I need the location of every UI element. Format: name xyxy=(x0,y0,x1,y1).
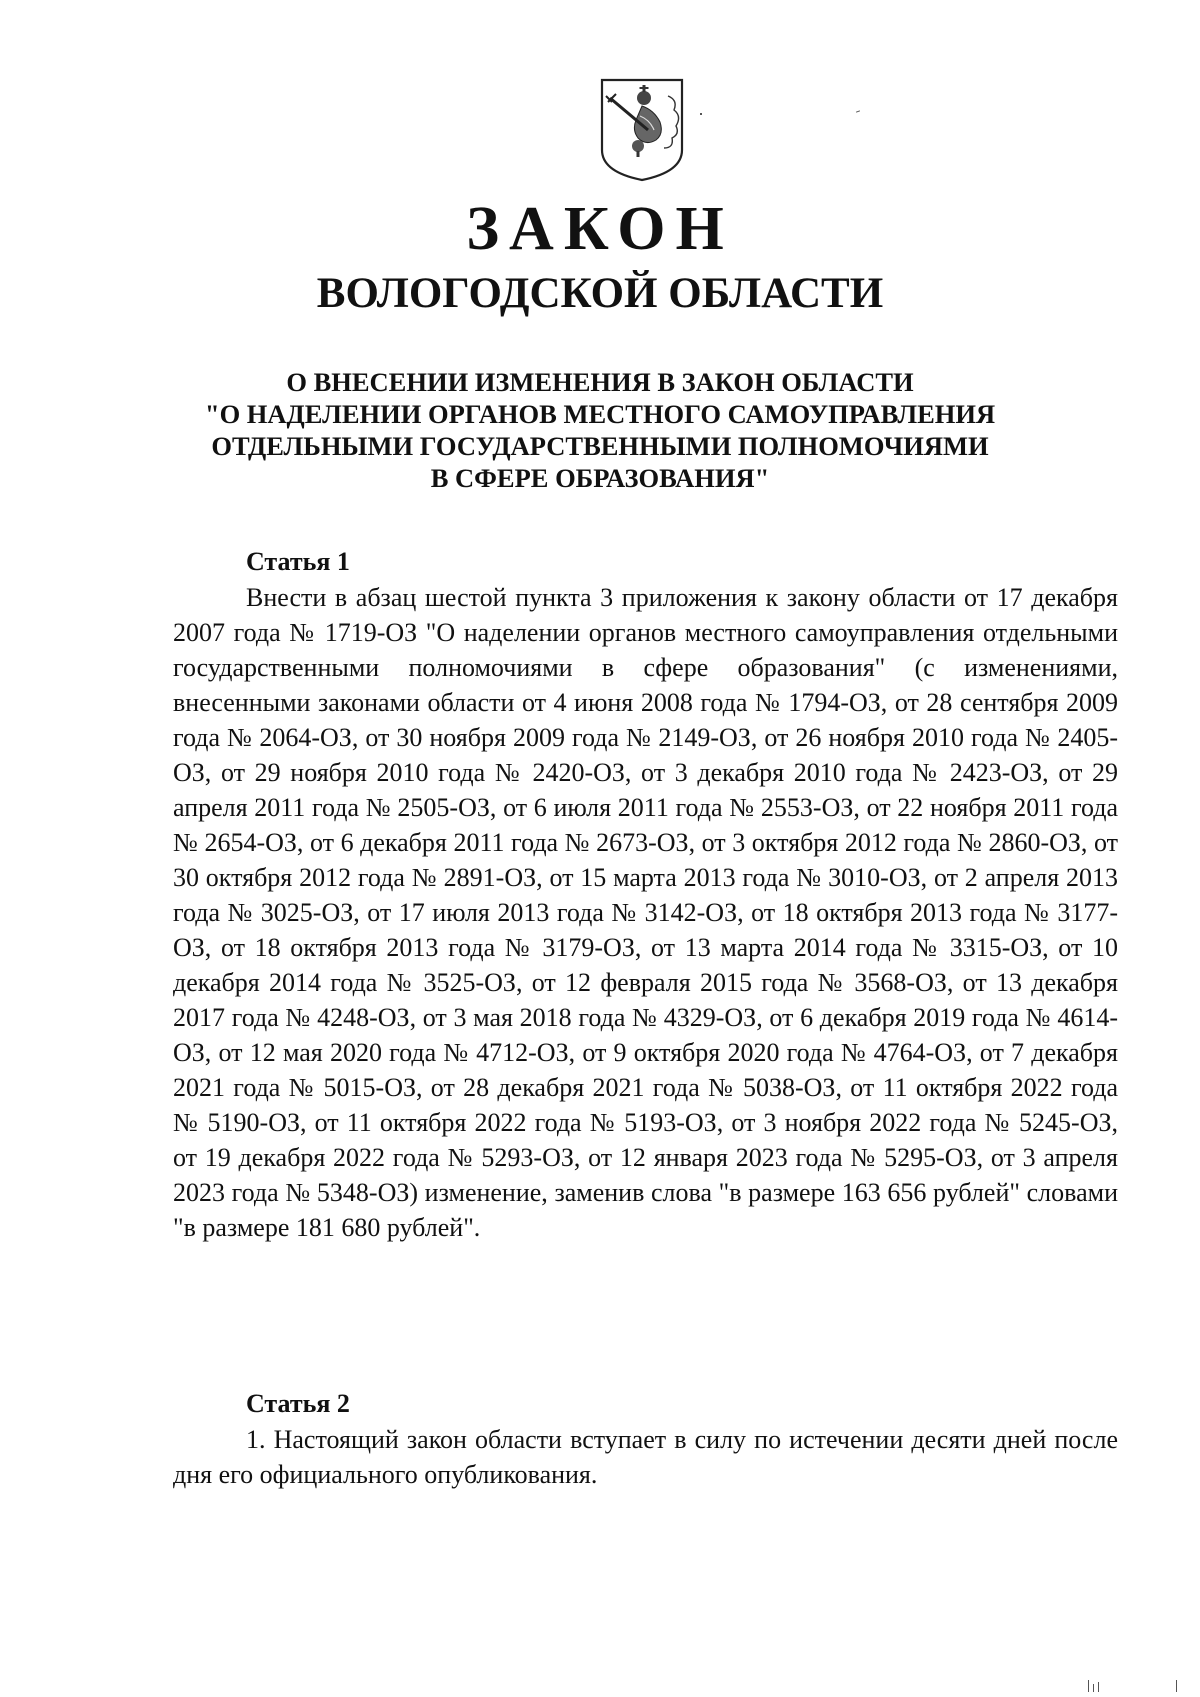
heading-line: ОТДЕЛЬНЫМИ ГОСУДАРСТВЕННЫМИ ПОЛНОМОЧИЯМИ xyxy=(211,431,989,461)
scan-speck xyxy=(856,110,860,112)
scan-edge-mark xyxy=(1176,1680,1177,1692)
law-title: ЗАКОН xyxy=(466,195,734,263)
region-title: ВОЛОГОДСКОЙ ОБЛАСТИ xyxy=(316,270,884,317)
article-1-label: Статья 1 xyxy=(246,547,350,576)
article-1-text: Внести в абзац шестой пункта 3 приложения к закону области от 17 декабря 2007 года № 1719-ОЗ "О наделении органов местного самоуправления отдельными государственными полномочиями в сфере образования" (с изменениями, внесенными законами области от 4 июня 2008 года № 1794-ОЗ, от 28 сентября 2009 года № 2064-ОЗ, от 30 ноября 2009 года № 2149-ОЗ, от 26 ноября 2010 года № 2405-ОЗ, от 29 ноября 2010 года № 2420-ОЗ, от 3 декабря 2010 года № 2423-ОЗ, от 29 апреля 2011 года № 2505-ОЗ, от 6 июля 2011 года № 2553-ОЗ, от 22 ноября 2011 года № 2654-ОЗ, от 6 декабря 2011 года № 2673-ОЗ, от 3 октября 2012 года № 2860-ОЗ, от 30 октября 2012 года № 2891-ОЗ, от 15 марта 2013 года № 3010-ОЗ, от 2 апреля 2013 года № 3025-ОЗ, от 17 июля 2013 года № 3142-ОЗ, от 18 октября 2013 года № 3177-ОЗ, от 18 октября 2013 года № 3179-ОЗ, от 13 марта 2014 года № 3315-ОЗ, от 10 декабря 2014 года № 3525-ОЗ, от 12 февраля 2015 года № 3568-ОЗ, от 13 декабря 2017 года № 4248-ОЗ, от 3 мая 2018 года № 4329-ОЗ, от 6 декабря 2019 года № 4614-ОЗ, от 12 мая 2020 года № 4712-ОЗ, от 9 октября 2020 года № 4764-ОЗ, от 7 декабря 2021 года № 5015-ОЗ, от 28 декабря 2021 года № 5038-ОЗ, от 11 октября 2022 года № 5190-ОЗ, от 11 октября 2022 года № 5193-ОЗ, от 3 ноября 2022 года № 5245-ОЗ, от 19 декабря 2022 года № 5293-ОЗ, от 12 января 2023 года № 5295-ОЗ, от 3 апреля 2023 года № 5348-ОЗ) изменение, заменив слова "в размере 163 656 рублей" словами "в размере 181 680 рублей". xyxy=(173,583,1118,1242)
article-2-text: 1. Настоящий закон области вступает в силу по истечении десяти дней после дня его официального опубликования. xyxy=(173,1425,1118,1489)
scan-edge-mark xyxy=(1093,1684,1094,1692)
heading-line: "О НАДЕЛЕНИИ ОРГАНОВ МЕСТНОГО САМОУПРАВЛЕНИЯ xyxy=(204,399,996,429)
article-2-label: Статья 2 xyxy=(246,1389,350,1418)
scan-speck xyxy=(700,113,702,115)
heading-line: В СФЕРЕ ОБРАЗОВАНИЯ" xyxy=(430,463,770,493)
scan-edge-mark xyxy=(1098,1682,1099,1692)
vologda-coat-of-arms-icon xyxy=(598,76,686,184)
scan-edge-mark xyxy=(1088,1680,1089,1692)
law-subject-heading xyxy=(0,366,1200,494)
heading-line: О ВНЕСЕНИИ ИЗМЕНЕНИЯ В ЗАКОН ОБЛАСТИ xyxy=(286,367,914,397)
